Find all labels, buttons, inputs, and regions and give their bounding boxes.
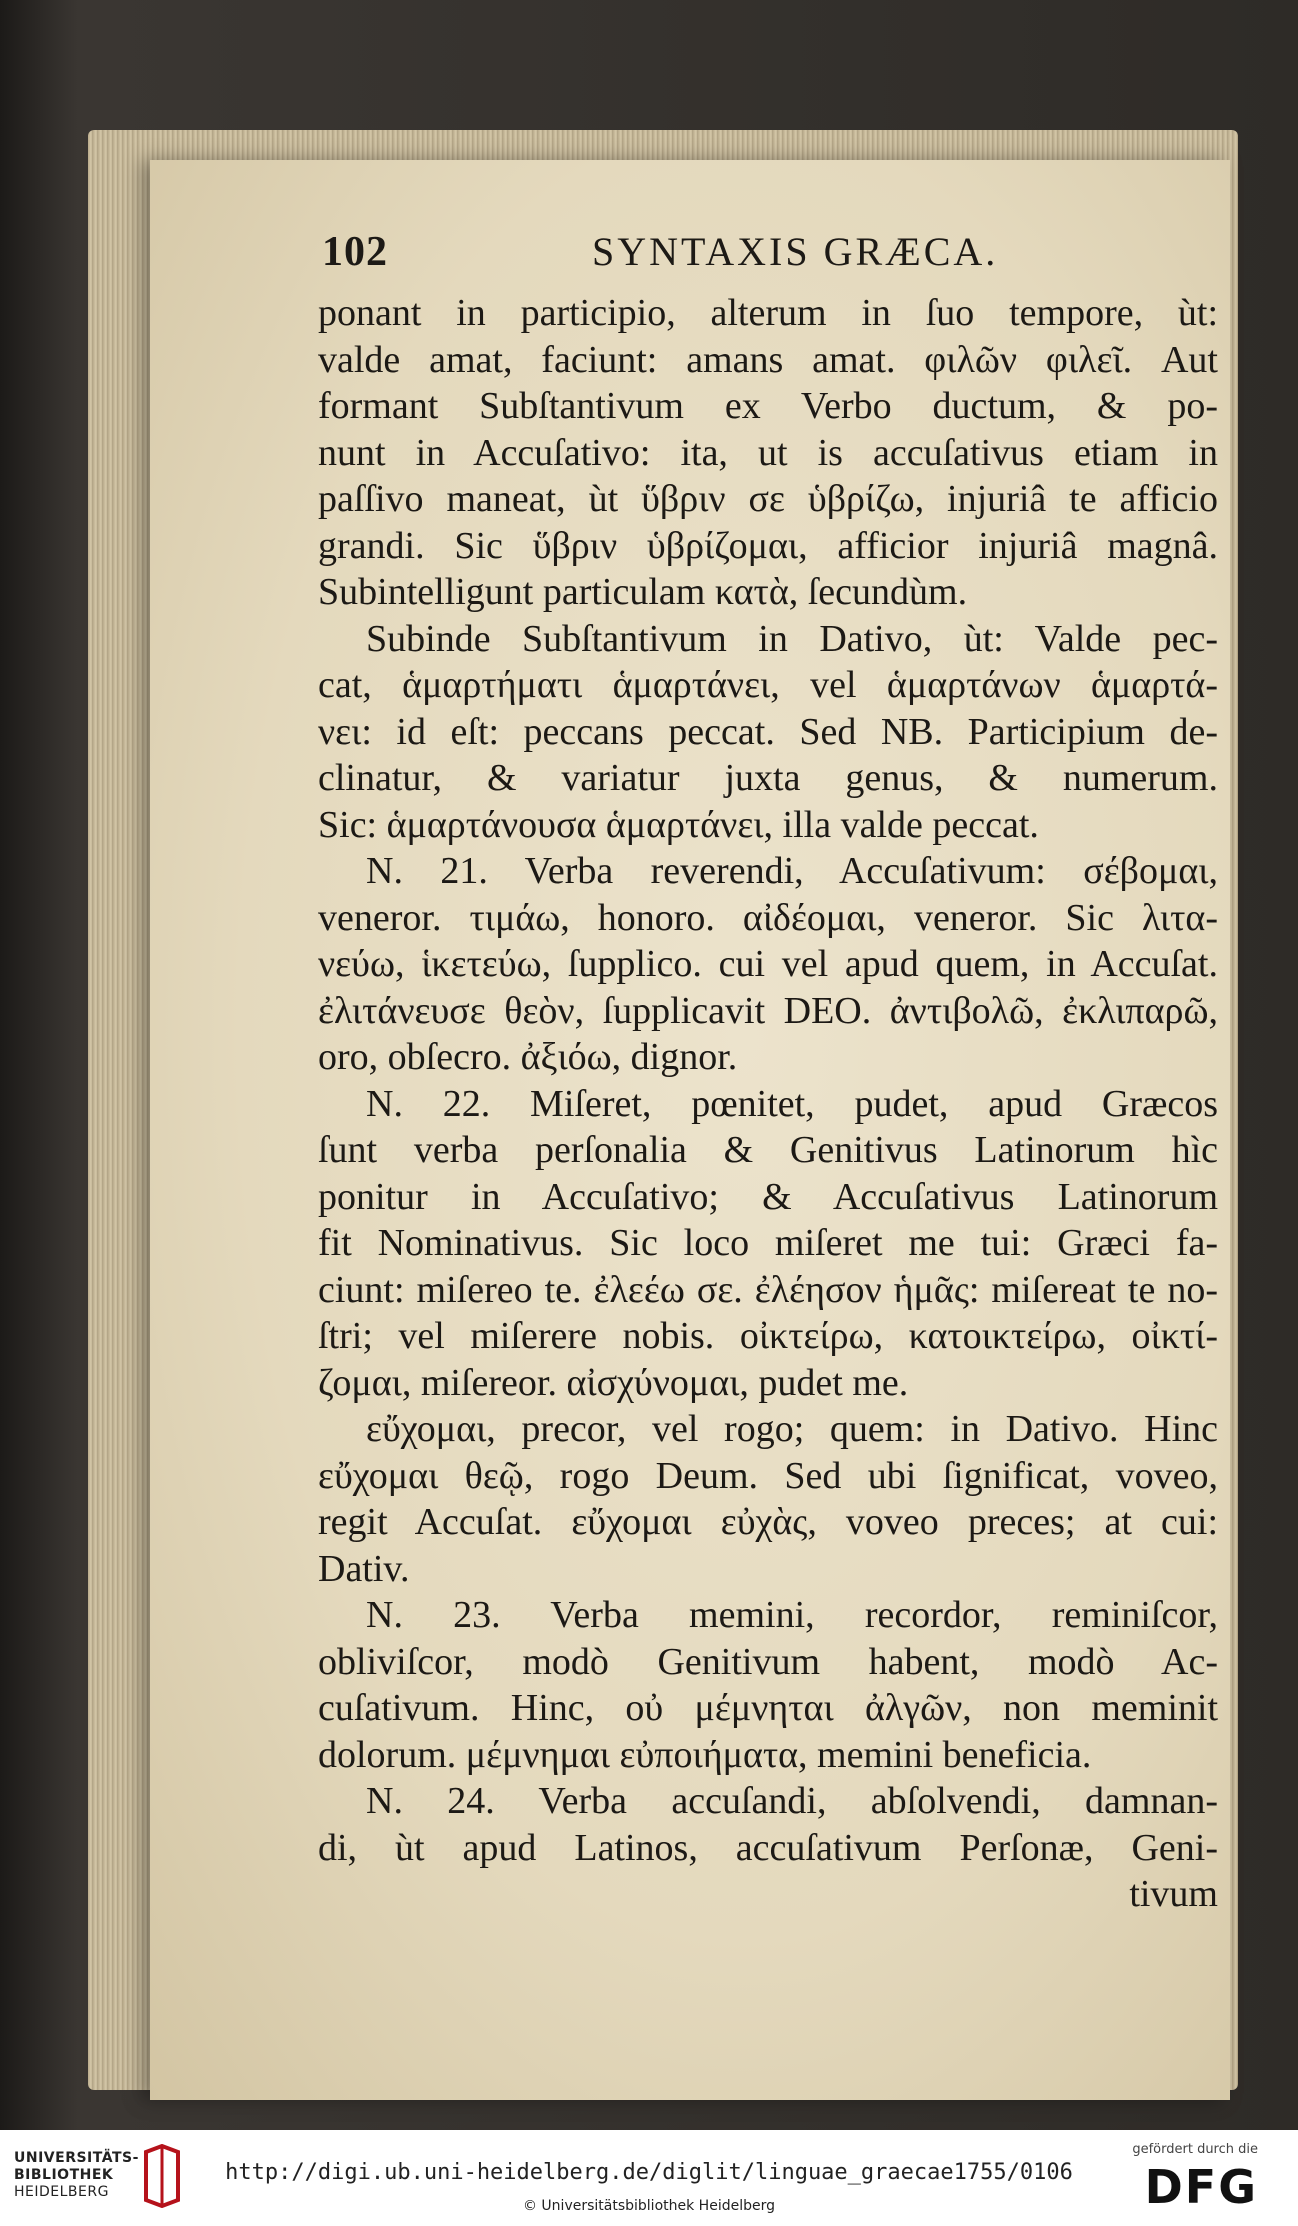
text-line: νει: id eſt: peccans peccat. Sed NB. Participium de-: [318, 710, 1218, 753]
text-line: oro, obſecro. ἀξιόω, dignor.: [318, 1036, 738, 1078]
text-line: Sic: ἁμαρτάνουσα ἁμαρτάνει, illa valde peccat.: [318, 803, 1039, 846]
text-line: νεύω, ἱκετεύω, ſupplico. cui vel apud quem, in Accuſat.: [318, 943, 1218, 985]
paragraph-start-line: N. 21. Verba reverendi, Accuſativum: σέβομαι,: [366, 850, 1218, 892]
funding-caption: gefördert durch die: [1132, 2142, 1258, 2157]
text-line: cat, ἁμαρτήματι ἁμαρτάνει, vel ἁμαρτάνων ἁμαρτά-: [318, 664, 1218, 706]
dfg-logo: DFG: [1144, 2160, 1258, 2214]
text-line: ſtri; vel miſerere nobis. οἰκτείρω, κατοικτείρω, οἰκτί-: [318, 1315, 1218, 1357]
text-line: regit Accuſat. εὔχομαι εὐχὰς, voveo preces; at cui:: [318, 1501, 1218, 1543]
page-number: 102: [322, 229, 388, 275]
paragraph-start-line: Subinde Subſtantivum in Dativo, ùt: Valde pec-: [366, 617, 1218, 660]
library-name-line: BIBLIOTHEK: [14, 2167, 114, 2183]
body-text: [318, 290, 1218, 1918]
text-line: di, ùt apud Latinos, accuſativum Perſonæ, Geni-: [318, 1826, 1218, 1869]
library-city: HEIDELBERG: [14, 2184, 109, 2200]
viewer-footer: [0, 2130, 1298, 2226]
running-head: SYNTAXIS GRÆCA.: [592, 229, 999, 274]
page-header: [322, 228, 1222, 288]
text-line: grandi. Sic ὕβριν ὑβρίζομαι, afficior injuriâ magnâ.: [318, 524, 1218, 567]
paragraph-start-line: εὔχομαι, precor, vel rogo; quem: in Dativo. Hinc: [366, 1408, 1218, 1450]
text-line: paſſivo maneat, ùt ὕβριν σε ὑβρίζω, injuriâ te afficio: [318, 478, 1218, 520]
text-line: ponitur in Accuſativo; & Accuſativus Latinorum: [318, 1175, 1218, 1218]
library-name-line: UNIVERSITÄTS-: [14, 2150, 139, 2166]
text-line: Subintelligunt particulam κατὰ, ſecundùm.: [318, 571, 968, 613]
text-line: valde amat, faciunt: amans amat. φιλῶν φιλεῖ. Aut: [318, 338, 1218, 381]
text-line: formant Subſtantivum ex Verbo ductum, & po-: [318, 385, 1218, 427]
text-line: ἐλιτάνευσε θεὸν, ſupplicavit DEO. ἀντιβολῶ, ἐκλιπαρῶ,: [318, 989, 1218, 1032]
text-line: ciunt: miſereo te. ἐλεέω σε. ἐλέησον ἡμᾶς: miſereat te no-: [318, 1268, 1218, 1311]
text-line: ponant in participio, alterum in ſuo tempore, ùt:: [318, 292, 1218, 334]
permalink-url[interactable]: http://digi.ub.uni-heidelberg.de/diglit/linguae_graecae1755/0106: [225, 2160, 1073, 2185]
copyright-notice: © Universitätsbibliothek Heidelberg: [522, 2198, 775, 2214]
text-line: obliviſcor, modò Genitivum habent, modò Ac-: [318, 1640, 1218, 1683]
text-line: fit Nominativus. Sic loco miſeret me tui: Græci fa-: [318, 1222, 1218, 1264]
text-line: veneror. τιμάω, honoro. αἰδέομαι, veneror. Sic λιτα-: [318, 896, 1218, 939]
paragraph-start-line: N. 23. Verba memini, recordor, reminiſcor,: [366, 1594, 1218, 1636]
paragraph-start-line: N. 22. Miſeret, pœnitet, pudet, apud Græcos: [366, 1082, 1218, 1125]
catchword: tivum: [1129, 1873, 1218, 1915]
text-line: ζομαι, miſereor. αἰσχύνομαι, pudet me.: [318, 1361, 909, 1404]
text-line: nunt in Accuſativo: ita, ut is accuſativus etiam in: [318, 431, 1218, 474]
paragraph-start-line: N. 24. Verba accuſandi, abſolvendi, damnan-: [366, 1780, 1218, 1822]
text-line: ſunt verba perſonalia & Genitivus Latinorum hìc: [318, 1129, 1218, 1171]
text-line: clinatur, & variatur juxta genus, & numerum.: [318, 757, 1218, 799]
text-line: Dativ.: [318, 1547, 410, 1590]
text-line: εὔχομαι θεῷ, rogo Deum. Sed ubi ſignificat, voveo,: [318, 1454, 1218, 1497]
text-line: dolorum. μέμνημαι εὐποιήματα, memini beneficia.: [318, 1733, 1092, 1776]
text-line: cuſativum. Hinc, οὐ μέμνηται ἀλγῶν, non meminit: [318, 1687, 1218, 1729]
